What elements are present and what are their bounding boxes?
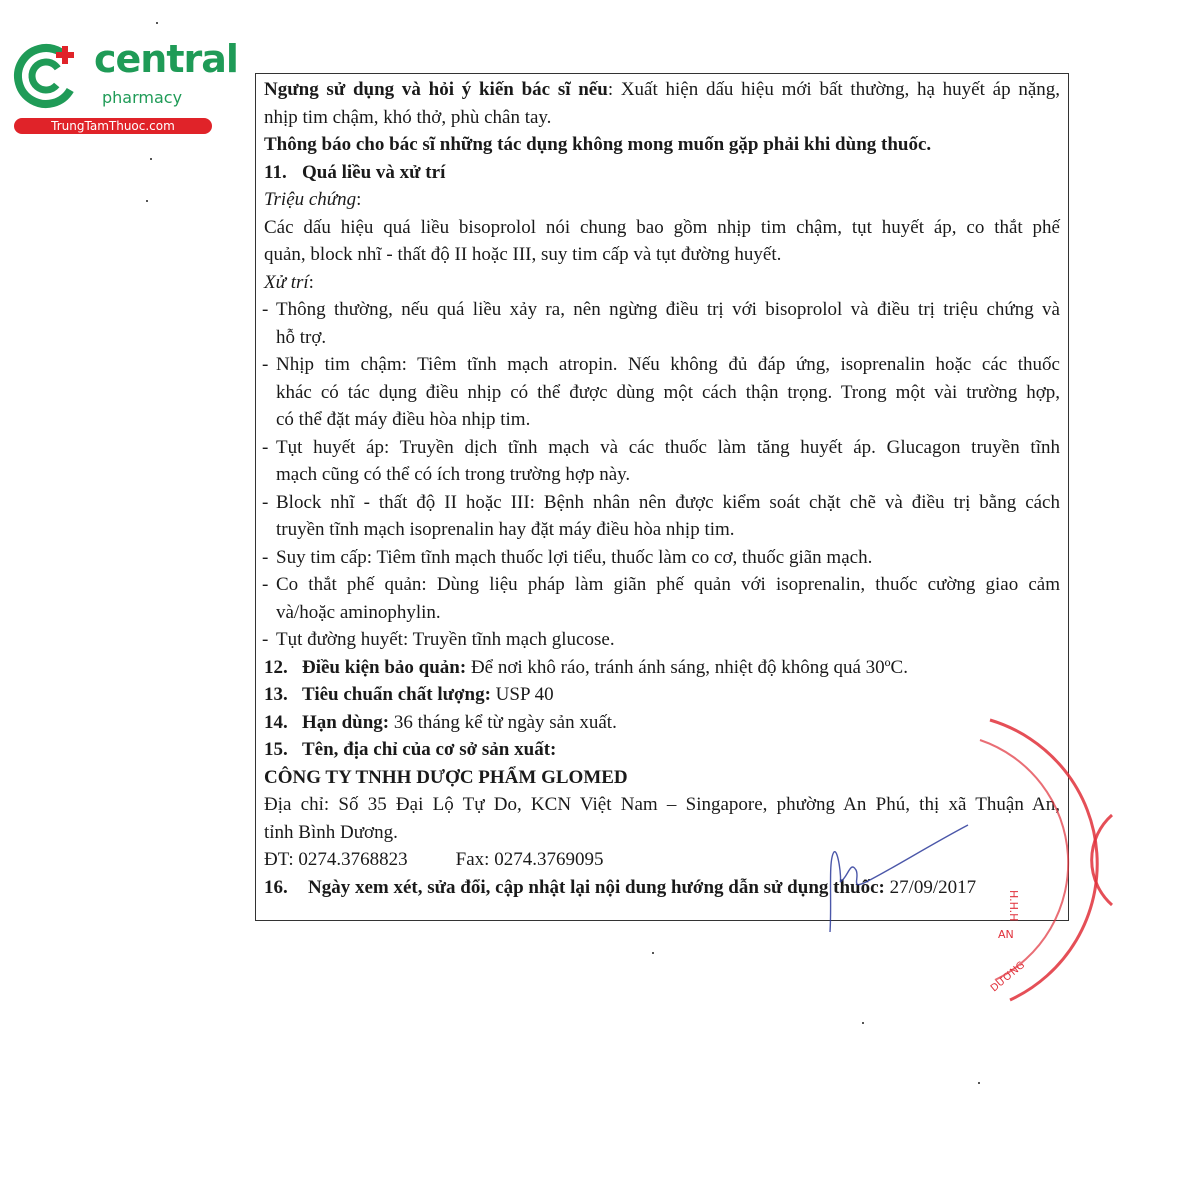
bullet-6-line-1: [264, 571, 1060, 599]
stop-line-1: [264, 76, 1060, 104]
stop-text-1: : Xuất hiện dấu hiệu mới bất thường, hạ huyết áp nặng,: [607, 79, 1060, 100]
bullet-4-line-1: [264, 489, 1060, 517]
bullet-mark: -: [262, 574, 269, 595]
bullet-2-text-1: Nhịp tim chậm: Tiêm tĩnh mạch atropin. Nếu không đủ đáp ứng, isoprenalin hoặc các thuốc: [276, 354, 1060, 375]
document-page: [255, 73, 1069, 921]
section-11-heading: [264, 159, 1060, 187]
section-16-date: 27/09/2017: [889, 876, 977, 898]
bullet-7-line-1: [264, 626, 1060, 654]
edge-stamp: [1092, 810, 1116, 910]
bullet-2-line-1: [264, 351, 1060, 379]
bullet-1-text-1: Thông thường, nếu quá liều xảy ra, nên ngừng điều trị với bisoprolol và điều trị triệu chứng và: [276, 299, 1060, 320]
central-logo-icon: [10, 38, 84, 112]
section-13-text: USP 40: [495, 684, 554, 705]
section-12-text: Để nơi khô ráo, tránh ánh sáng, nhiệt độ không quá 30ºC.: [470, 656, 908, 678]
section-12-label: Điều kiện bảo quản:: [302, 656, 467, 678]
bullet-mark: -: [262, 491, 269, 513]
stamp-text-duong: DƯƠNG: [988, 959, 1028, 995]
bullet-6-text-1: Co thắt phế quản: Dùng liệu pháp làm giãn phế quản với isoprenalin, thuốc cường giao cảm: [276, 574, 1060, 595]
symptoms-line-1: Các dấu hiệu quá liều bisoprolol nói chung bao gồm nhịp tim chậm, tụt huyết áp, co thắt phế: [264, 216, 1060, 238]
section-11-title: Quá liều và xử trí: [302, 161, 446, 183]
notify-line: Thông báo cho bác sĩ những tác dụng không mong muốn gặp phải khi dùng thuốc.: [264, 134, 932, 155]
bullet-mark: -: [262, 299, 269, 320]
bullet-mark: -: [262, 436, 269, 458]
section-15-number: 15.: [264, 739, 288, 760]
bullet-7-text-1: Tụt đường huyết: Truyền tĩnh mạch glucose.: [276, 629, 615, 650]
stop-label: Ngưng sử dụng và hỏi ý kiến bác sĩ nếu: [264, 79, 608, 100]
section-14-label: Hạn dùng:: [302, 711, 390, 733]
address-line-1: Địa chỉ: Số 35 Đại Lộ Tự Do, KCN Việt Nam – Singapore, phường An Phú, thị xã Thuận An,: [264, 794, 1060, 815]
bullet-1-line-2: hỗ trợ.: [276, 326, 327, 348]
contact-line: [264, 846, 1060, 874]
bullet-2-line-3: có thể đặt máy điều hòa nhịp tim.: [276, 409, 531, 430]
section-13-label: Tiêu chuẩn chất lượng:: [302, 684, 491, 705]
section-15-line: [264, 736, 1060, 764]
bullet-6-line-2: và/hoặc aminophylin.: [276, 601, 441, 623]
symptoms-label-line: Triệu chứng:: [264, 189, 362, 210]
address-line-2: tỉnh Bình Dương.: [264, 821, 398, 843]
section-12-number: 12.: [264, 656, 288, 678]
bullet-mark: -: [262, 629, 269, 650]
stop-line-2: nhịp tim chậm, khó thở, phù chân tay.: [264, 106, 552, 128]
central-pharmacy-logo: [10, 37, 238, 138]
bullet-4-text-1: Block nhĩ - thất độ II hoặc III: Bệnh nhân nên được kiểm soát chặt chẽ và điều trị bằng cách: [276, 491, 1060, 513]
section-13-number: 13.: [264, 684, 288, 705]
section-16-label: Ngày xem xét, sửa đổi, cập nhật lại nội dung hướng dẫn sử dụng thuốc:: [308, 876, 885, 898]
bullet-1-line-1: [264, 296, 1060, 324]
bullet-3-line-2: mạch cũng có thể có ích trong trường hợp này.: [276, 464, 631, 485]
section-11-number: 11.: [264, 161, 287, 183]
section-16-line: [264, 874, 1060, 902]
stamp-text-side: H.H.H: [1007, 890, 1020, 922]
section-16-number: 16.: [264, 876, 288, 898]
bullet-5-text-1: Suy tim cấp: Tiêm tĩnh mạch thuốc lợi tiểu, thuốc làm co cơ, thuốc giãn mạch.: [276, 546, 873, 568]
symptoms-line-2: quản, block nhĩ - thất độ II hoặc III, suy tim cấp và tụt đường huyết.: [264, 244, 782, 265]
section-12-line: [264, 654, 1060, 682]
bullet-mark: -: [262, 546, 269, 568]
company-name: CÔNG TY TNHH DƯỢC PHẨM GLOMED: [264, 766, 628, 788]
section-14-line: [264, 709, 1060, 737]
phone-number: ĐT: 0274.3768823: [264, 849, 408, 870]
logo-url-badge[interactable]: TrungTamThuoc.com: [14, 118, 212, 134]
section-15-label: Tên, địa chỉ của cơ sở sản xuất:: [302, 739, 557, 760]
bullet-3-line-1: [264, 434, 1060, 462]
symptoms-label: Triệu chứng: [264, 189, 357, 210]
fax-number: Fax: 0274.3769095: [455, 849, 604, 870]
bullet-mark: -: [262, 354, 269, 375]
bullet-2-line-2: khác có tác dụng điều nhịp có thể được dùng một cách thận trọng. Trong một vài trường hợp,: [276, 381, 1060, 403]
treatment-label: Xử trí: [264, 271, 309, 293]
logo-subtitle: pharmacy: [102, 88, 183, 107]
stamp-text-an: AN: [998, 928, 1014, 941]
bullet-3-text-1: Tụt huyết áp: Truyền dịch tĩnh mạch và các thuốc làm tăng huyết áp. Glucagon truyền tĩnh: [276, 436, 1060, 458]
logo-name: central: [94, 37, 238, 81]
bullet-4-line-2: truyền tĩnh mạch isoprenalin hay đặt máy điều hòa nhịp tim.: [276, 519, 735, 540]
section-13-line: [264, 681, 1060, 709]
section-14-text: 36 tháng kể từ ngày sản xuất.: [393, 711, 617, 733]
treatment-label-line: Xử trí:: [264, 271, 314, 293]
bullet-5-line-1: [264, 544, 1060, 572]
section-14-number: 14.: [264, 711, 288, 733]
